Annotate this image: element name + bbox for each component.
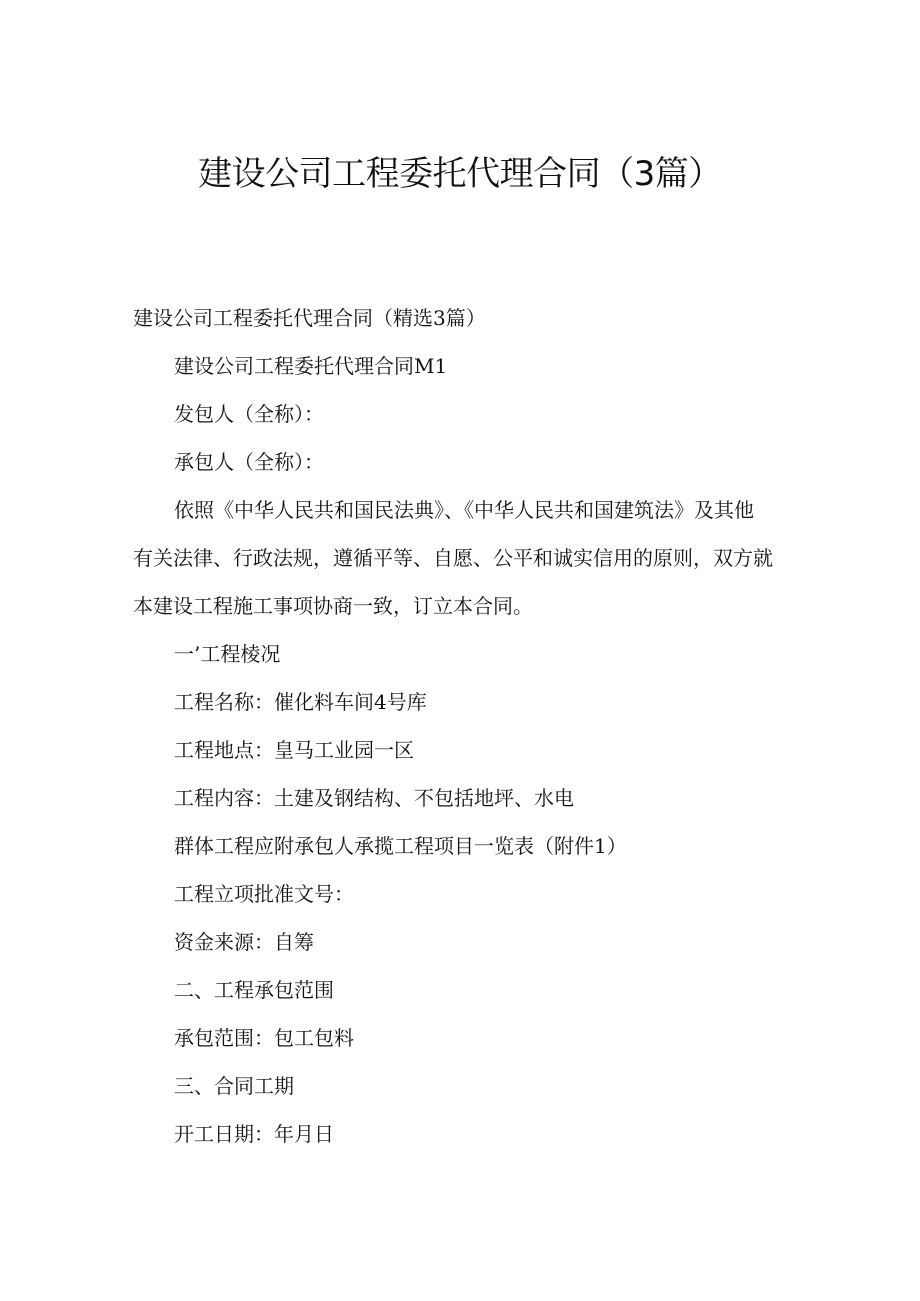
preamble-line-3: 本建设工程施工事项协商一致，订立本合同。 <box>133 594 533 618</box>
section-3-heading: 三、合同工期 <box>174 1074 294 1098</box>
contract-scope: 承包范围：包工包料 <box>174 1026 354 1050</box>
project-list-note: 群体工程应附承包人承揽工程项目一览表（附件1） <box>174 834 627 858</box>
document-title: 建设公司工程委托代理合同（3篇） <box>198 154 722 194</box>
section-1-heading: 一’工程棱况 <box>174 642 281 666</box>
preamble-line-1: 依照《中华人民共和国民法典》、《中华人民共和国建筑法》及其他 <box>174 498 754 522</box>
contract-heading: 建设公司工程委托代理合同M1 <box>174 354 448 378</box>
contractor-field: 承包人（全称）： <box>174 450 324 474</box>
start-date: 开工日期：年月日 <box>174 1122 334 1146</box>
section-2-heading: 二、工程承包范围 <box>174 978 334 1002</box>
project-content: 工程内容：土建及钢结构、不包括地坪、水电 <box>174 786 574 810</box>
project-location: 工程地点：皇马工业园一区 <box>174 738 414 762</box>
subtitle-line: 建设公司工程委托代理合同（精选3篇） <box>133 306 486 330</box>
project-name: 工程名称：催化料车间4号库 <box>174 690 427 714</box>
preamble-line-2: 有关法律、行政法规，遵循平等、自愿、公平和诚实信用的原则，双方就 <box>133 546 773 570</box>
employer-field: 发包人（全称）： <box>174 402 324 426</box>
approval-number: 工程立项批准文号： <box>174 882 354 906</box>
funding-source: 资金来源：自筹 <box>174 930 314 954</box>
